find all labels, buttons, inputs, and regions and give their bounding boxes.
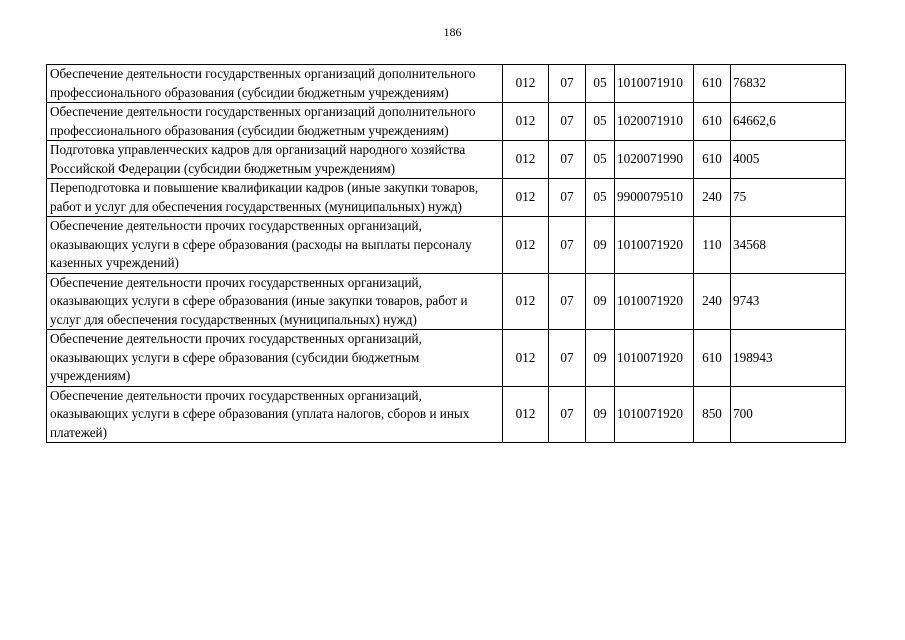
amount-cell: 64662,6 <box>731 103 846 141</box>
expense-type-cell: 610 <box>694 330 731 387</box>
section-cell: 07 <box>549 141 586 179</box>
description-cell: Обеспечение деятельности прочих государственных организаций, оказывающих услуги в сфере образования (иные закупки товаров, работ и услуг для обеспечения государственных (муниципальных) нужд) <box>47 273 503 330</box>
subsection-cell: 05 <box>586 65 615 103</box>
description-cell: Переподготовка и повышение квалификации кадров (иные закупки товаров, работ и услуг для обеспечения государственных (муниципальных) нужд) <box>47 179 503 217</box>
expense-type-cell: 240 <box>694 273 731 330</box>
subsection-cell: 05 <box>586 179 615 217</box>
section-cell: 07 <box>549 179 586 217</box>
subsection-cell: 09 <box>586 330 615 387</box>
target-article-cell: 1010071920 <box>615 217 694 274</box>
target-article-cell: 1010071920 <box>615 330 694 387</box>
budget-table <box>46 64 846 443</box>
description-cell: Обеспечение деятельности государственных организаций дополнительного профессионального образования (субсидии бюджетным учреждениям) <box>47 103 503 141</box>
table-row <box>47 141 846 179</box>
section-cell: 07 <box>549 65 586 103</box>
table-row <box>47 273 846 330</box>
gov-code-cell: 012 <box>503 386 549 443</box>
amount-cell: 4005 <box>731 141 846 179</box>
table-row <box>47 179 846 217</box>
amount-cell: 75 <box>731 179 846 217</box>
description-cell: Обеспечение деятельности прочих государственных организаций, оказывающих услуги в сфере образования (уплата налогов, сборов и иных платежей) <box>47 386 503 443</box>
description-cell: Подготовка управленческих кадров для организаций народного хозяйства Российской Федерации (субсидии бюджетным учреждениям) <box>47 141 503 179</box>
gov-code-cell: 012 <box>503 217 549 274</box>
target-article-cell: 1010071920 <box>615 273 694 330</box>
gov-code-cell: 012 <box>503 179 549 217</box>
table-row <box>47 386 846 443</box>
gov-code-cell: 012 <box>503 141 549 179</box>
gov-code-cell: 012 <box>503 273 549 330</box>
expense-type-cell: 240 <box>694 179 731 217</box>
description-cell: Обеспечение деятельности прочих государственных организаций, оказывающих услуги в сфере образования (расходы на выплаты персоналу казенных учреждений) <box>47 217 503 274</box>
target-article-cell: 1010071920 <box>615 386 694 443</box>
section-cell: 07 <box>549 330 586 387</box>
subsection-cell: 09 <box>586 386 615 443</box>
subsection-cell: 09 <box>586 217 615 274</box>
page-number: 186 <box>443 25 462 39</box>
amount-cell: 198943 <box>731 330 846 387</box>
expense-type-cell: 610 <box>694 103 731 141</box>
expense-type-cell: 610 <box>694 65 731 103</box>
section-cell: 07 <box>549 273 586 330</box>
expense-type-cell: 110 <box>694 217 731 274</box>
expense-type-cell: 850 <box>694 386 731 443</box>
gov-code-cell: 012 <box>503 103 549 141</box>
amount-cell: 700 <box>731 386 846 443</box>
description-cell: Обеспечение деятельности прочих государственных организаций, оказывающих услуги в сфере образования (субсидии бюджетным учреждениям) <box>47 330 503 387</box>
subsection-cell: 09 <box>586 273 615 330</box>
amount-cell: 76832 <box>731 65 846 103</box>
target-article-cell: 9900079510 <box>615 179 694 217</box>
description-cell: Обеспечение деятельности государственных организаций дополнительного профессионального образования (субсидии бюджетным учреждениям) <box>47 65 503 103</box>
amount-cell: 34568 <box>731 217 846 274</box>
table-row <box>47 65 846 103</box>
subsection-cell: 05 <box>586 103 615 141</box>
section-cell: 07 <box>549 386 586 443</box>
table-row <box>47 103 846 141</box>
gov-code-cell: 012 <box>503 330 549 387</box>
target-article-cell: 1010071910 <box>615 65 694 103</box>
target-article-cell: 1020071910 <box>615 103 694 141</box>
subsection-cell: 05 <box>586 141 615 179</box>
table-row <box>47 217 846 274</box>
amount-cell: 9743 <box>731 273 846 330</box>
table-row <box>47 330 846 387</box>
target-article-cell: 1020071990 <box>615 141 694 179</box>
section-cell: 07 <box>549 103 586 141</box>
gov-code-cell: 012 <box>503 65 549 103</box>
section-cell: 07 <box>549 217 586 274</box>
expense-type-cell: 610 <box>694 141 731 179</box>
